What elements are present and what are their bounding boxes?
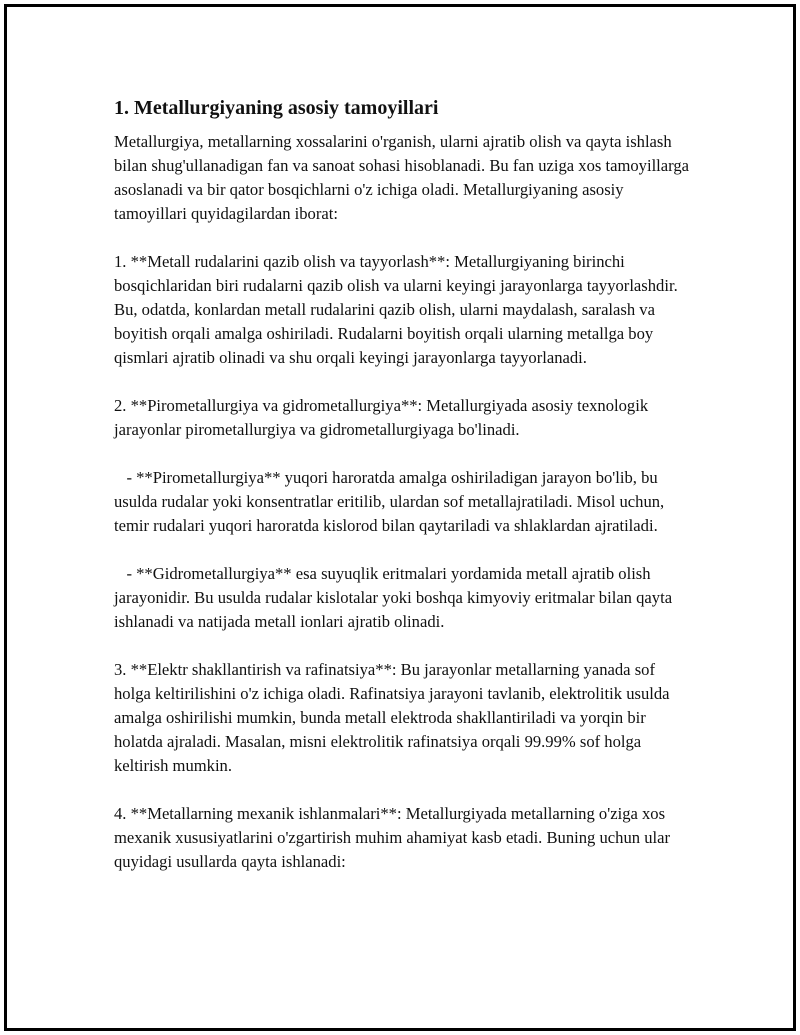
document-body (114, 94, 694, 874)
paragraph-mechanical-processing: 4. **Metallarning mexanik ishlanmalari**: Metallurgiyada metallarning o'ziga xos mexanik xususiyatlarini o'zgartirish muhim ahamiyat kasb etadi. Buning uchun ular quyidagi usullarda qayta ishlanadi: (114, 804, 675, 871)
paragraph-pyro-hydro: 2. **Pirometallurgiya va gidrometallurgiya**: Metallurgiyada asosiy texnologik jarayonlar pirometallurgiya va gidrometallurgiyaga bo'linadi. (114, 396, 653, 439)
paragraph-hydrometallurgy: - **Gidrometallurgiya** esa suyuqlik eritmalari yordamida metall ajratib olish jarayonidir. Bu usulda rudalar kislotalar yoki boshqa kimyoviy eritmalar bilan qayta ishlanadi va natijada metall ionlari ajratib olinadi. (114, 564, 677, 631)
intro-paragraph: Metallurgiya, metallarning xossalarini o'rganish, ularni ajratib olish va qayta ishlash bilan shug'ullanadigan fan va sanoat sohasi hisoblanadi. Bu fan uziga xos tamoyillarga asoslanadi va bir qator bosqichlarni o'z ichiga oladi. Metallurgiyaning asosiy tamoyillari quyidagilardan iborat: (114, 132, 694, 223)
paragraph-pyrometallurgy: - **Pirometallurgiya** yuqori haroratda amalga oshiriladigan jarayon bo'lib, bu usulda rudalar yoki konsentratlar eritilib, ulardan sof metallajratiladi. Misol uchun, temir rudalari yuqori haroratda kislorod bilan qaytariladi va shlaklardan ajratiladi. (114, 468, 669, 535)
section-heading: 1. Metallurgiyaning asosiy tamoyillari (114, 97, 439, 119)
paragraph-ore-mining: 1. **Metall rudalarini qazib olish va tayyorlash**: Metallurgiyaning birinchi bosqichlaridan biri rudalarni qazib olish va ularni keyingi jarayonlarga tayyorlashdir. Bu, odatda, konlardan metall rudalarini qazib olish, ularni maydalash, saralash va boyitish orqali amalga oshiriladi. Rudalarni boyitish orqali ularning metallga boy qismlari ajratib olinadi va shu orqali keyingi jarayonlarga tayyorlanadi. (114, 252, 682, 367)
paragraph-electro-refining: 3. **Elektr shakllantirish va rafinatsiya**: Bu jarayonlar metallarning yanada sof holga keltirilishini o'z ichiga oladi. Rafinatsiya jarayoni tavlanib, elektrolitik usulda amalga oshirilishi mumkin, bunda metall elektroda shakllantiriladi va yorqin bir holatda ajraladi. Masalan, misni elektrolitik rafinatsiya orqali 99.99% sof holga keltirish mumkin. (114, 660, 674, 775)
